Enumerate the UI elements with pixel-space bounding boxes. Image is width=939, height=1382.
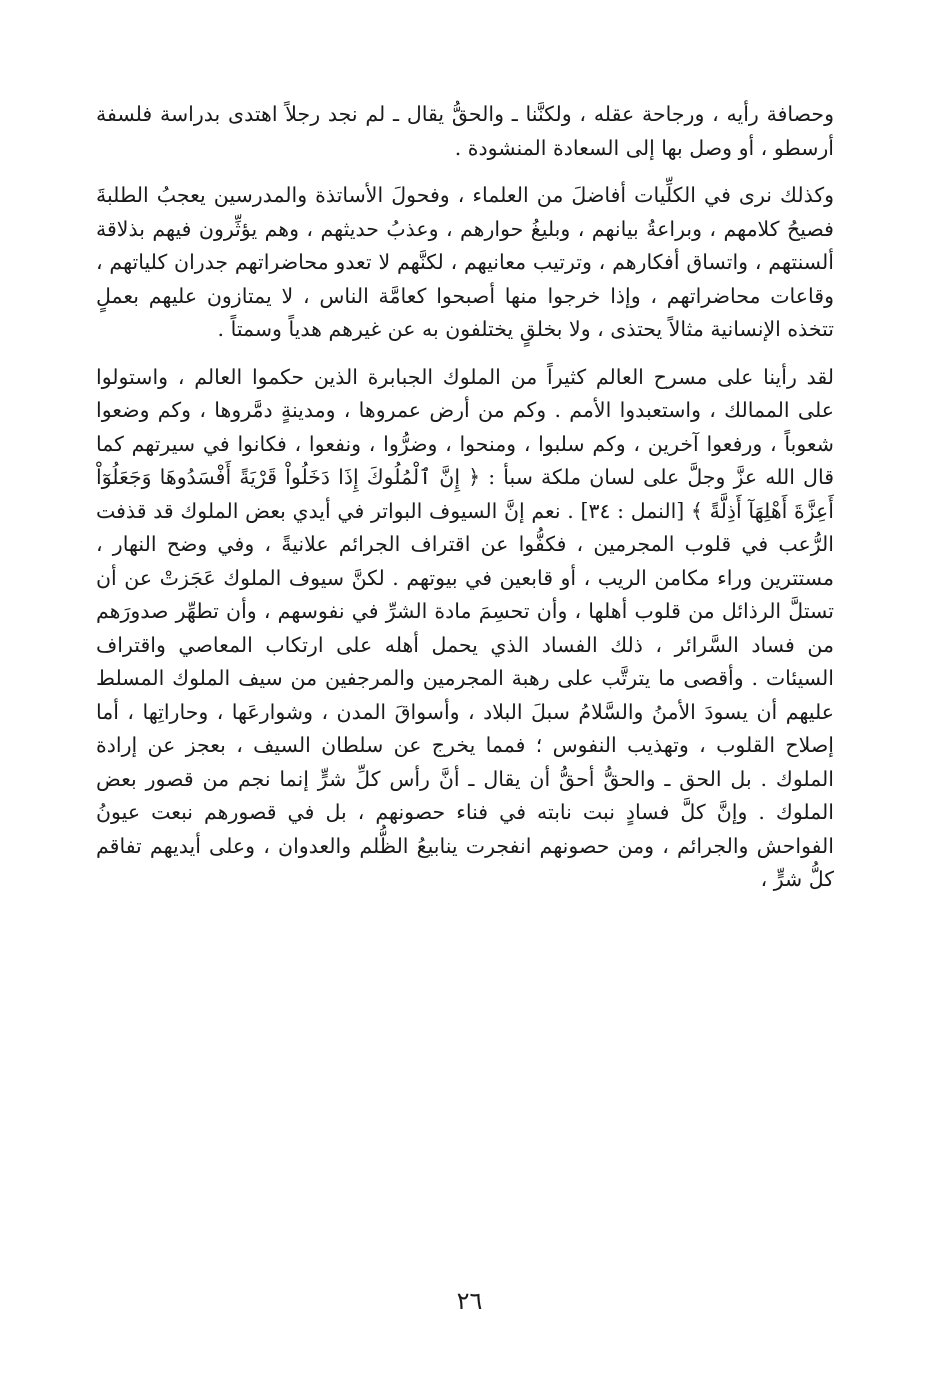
- paragraph-1: وحصافة رأيه ، ورجاحة عقله ، ولكنَّنا ـ والحقُّ يقال ـ لم نجد رجلاً اهتدى بدراسة فلسفة أرسطو ، أو وصل بها إلى السعادة المنشودة .: [96, 102, 834, 160]
- body-text: [96, 98, 834, 897]
- page-number: ٢٦: [456, 1287, 483, 1315]
- paragraph-3: لقد رأينا على مسرح العالم كثيراً من الملوك الجبابرة الذين حكموا العالم ، واستولوا على الممالك ، واستعبدوا الأمم . وكم من أرض عمروها ، ومدينةٍ دمَّروها ، وكم وضعوا شعوباً ، ورفعوا آخرين ، وكم سلبوا ، ومنحوا ، وضرُّوا ، ونفعوا ، فكانوا في سيرتهم كما قال الله عزَّ وجلَّ على لسان ملكة سبأ : ﴿ إِنَّ ٱلْمُلُوكَ إِذَا دَخَلُواْ قَرْيَةً أَفْسَدُوهَا وَجَعَلُوٓاْ أَعِزَّةَ أَهْلِهَآ أَذِلَّةً ﴾ [النمل : ٣٤] . نعم إنَّ السيوف البواتر في أيدي بعض الملوك قد قذفت الرُّعب في قلوب المجرمين ، فكفُّوا عن اقتراف الجرائم علانيةً ، وفي وضح النهار ، مستترين وراء مكامن الريب ، أو قابعين في بيوتهم . لكنَّ سيوف الملوك عَجَزتْ عن أن تستلَّ الرذائل من قلوب أهلها ، وأن تحسِمَ مادة الشرِّ في نفوسهم ، وأن تطهِّر صدورَهم من فساد السَّرائر ، ذلك الفساد الذي يحمل أهله على ارتكاب المعاصي واقتراف السيئات . وأقصى ما يترتَّب على رهبة المجرمين والمرجفين من سيف الملوك المسلط عليهم أن يسودَ الأمنُ والسَّلامُ سبلَ البلاد ، وأسواقَ المدن ، وشوارعَها ، وحاراتِها ، أما إصلاح القلوب ، وتهذيب النفوس ؛ فمما يخرج عن سلطان السيف ، بعجز عن إرادة الملوك . بل الحق ـ والحقُّ أحقُّ أن يقال ـ أنَّ رأس كلِّ شرٍّ إنما نجم من قصور بعض الملوك . وإنَّ كلَّ فسادٍ نبت نابته في فناء حصونهم ، بل في قصورهم نبعت عيونُ الفواحش والجرائم ، ومن حصونهم انفجرت ينابيعُ الظُّلم والعدوان ، وعلى أيديهم تفاقم كلُّ شرٍّ ،: [96, 364, 834, 891]
- paragraph-2: وكذلك نرى في الكلِّيات أفاضلَ من العلماء ، وفحولَ الأساتذة والمدرسين يعجبُ الطلبةَ فصيحُ كلامهم ، وبراعةُ بيانهم ، وبليغُ حوارهم ، وعذبُ حديثهم ، وهم يؤثِّرون فيهم بذلاقة ألسنتهم ، واتساق أفكارهم ، وترتيب معانيهم ، لكنَّهم لا تعدو محاضراتهم جدران كلياتهم ، وقاعات محاضراتهم ، وإذا خرجوا منها أصبحوا كعامَّة الناس ، لا يمتازون عليهم بعملٍ تتخذه الإنسانية مثالاً يحتذى ، ولا بخلقٍ يختلفون به عن غيرهم هدياً وسمتاً .: [96, 183, 834, 341]
